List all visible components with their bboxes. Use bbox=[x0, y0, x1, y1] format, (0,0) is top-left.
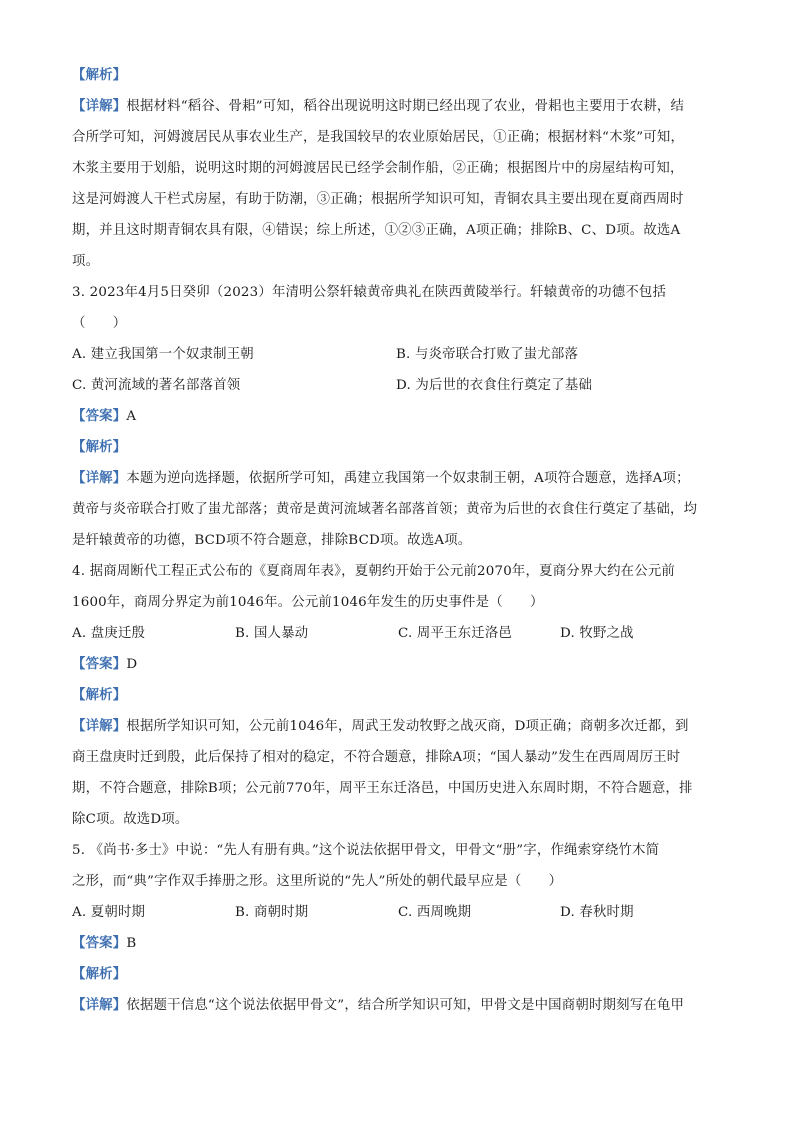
question-5-analysis bbox=[72, 959, 720, 990]
detail-line: 这是河姆渡人干栏式房屋，有助于防潮，③正确；根据所学知识可知，青铜农具主要出现在夏商西周时 bbox=[72, 192, 684, 207]
question-4-stem-cont: 1600年，商周分界定为前1046年。公元前1046年发生的历史事件是（ ） bbox=[72, 595, 544, 610]
answer-value: B bbox=[126, 936, 137, 951]
question-5-options bbox=[72, 897, 720, 928]
detail-line: 黄帝与炎帝联合打败了蚩尤部落；黄帝是黄河流域著名部落首领；黄帝为后世的衣食住行奠定了基础，均 bbox=[72, 502, 698, 517]
detail-tag: 【详解】 bbox=[72, 470, 127, 486]
question-4-analysis bbox=[72, 680, 720, 711]
detail-line: 商王盘庚时迁到殷，此后保持了相对的稳定，不符合题意，排除A项；“国人暴动”发生在西周周厉王时 bbox=[72, 750, 681, 765]
option-b: B. 与炎帝联合打败了蚩尤部落 bbox=[396, 347, 579, 362]
answer-tag: 【答案】 bbox=[72, 656, 127, 672]
question-4-answer bbox=[72, 649, 720, 680]
detail-line bbox=[72, 91, 720, 122]
detail-tag: 【详解】 bbox=[72, 997, 127, 1013]
answer-tag: 【答案】 bbox=[72, 408, 127, 424]
detail-text: 根据材料“稻谷、骨耜”可知，稻谷出现说明这时期已经出现了农业，骨耜也主要用于农耕，结 bbox=[126, 99, 685, 114]
detail-line: 是轩辕黄帝的功德，BCD项不符合题意，排除BCD项。故选A项。 bbox=[72, 533, 472, 548]
detail-line: 期，不符合题意，排除B项；公元前770年，周平王东迁洛邑，中国历史进入东周时期，不符合题意，排 bbox=[72, 781, 693, 796]
question-3-answer bbox=[72, 401, 720, 432]
question-3-options-row1 bbox=[72, 339, 720, 370]
question-5-stem-cont: 之形，而“典”字作双手捧册之形。这里所说的“先人”所处的朝代最早应是（ ） bbox=[72, 874, 563, 889]
question-3-options-row2 bbox=[72, 370, 720, 401]
option-a: A. 夏朝时期 bbox=[72, 905, 146, 920]
detail-line: 项。 bbox=[72, 254, 100, 269]
option-d: D. 为后世的衣食住行奠定了基础 bbox=[396, 378, 593, 393]
option-a: A. 盘庚迁殷 bbox=[72, 626, 146, 641]
detail-text: 根据所学知识可知，公元前1046年，周武王发动牧野之战灭商，D项正确；商朝多次迁都，到 bbox=[126, 719, 689, 734]
question-4-detail bbox=[72, 711, 720, 742]
option-d: D. 牧野之战 bbox=[560, 626, 634, 641]
option-b: B. 商朝时期 bbox=[235, 905, 309, 920]
detail-line: 合所学可知，河姆渡居民从事农业生产，是我国较早的农业原始居民，①正确；根据材料“木浆”可知， bbox=[72, 130, 685, 145]
detail-line: 除C项。故选D项。 bbox=[72, 812, 189, 827]
document-page bbox=[72, 60, 720, 1021]
option-a: A. 建立我国第一个奴隶制王朝 bbox=[72, 347, 254, 362]
question-4-stem: 4. 据商周断代工程正式公布的《夏商周年表》，夏朝约开始于公元前2070年，夏商分界大约在公元前 bbox=[72, 564, 676, 579]
analysis-tag: 【解析】 bbox=[72, 67, 127, 83]
analysis-tag: 【解析】 bbox=[72, 966, 127, 982]
option-c: C. 黄河流域的著名部落首领 bbox=[72, 378, 241, 393]
question-5-answer bbox=[72, 928, 720, 959]
detail-line: 期，并且这时期青铜农具有限，④错误；综上所述，①②③正确，A项正确；排除B、C、D项。故选A bbox=[72, 223, 681, 238]
analysis-tag: 【解析】 bbox=[72, 687, 127, 703]
option-d: D. 春秋时期 bbox=[560, 905, 634, 920]
option-c: C. 西周晚期 bbox=[398, 905, 472, 920]
question-3-analysis bbox=[72, 432, 720, 463]
detail-text: 本题为逆向选择题，依据所学可知，禹建立我国第一个奴隶制王朝，A项符合题意，选择A项； bbox=[126, 471, 690, 486]
answer-value: D bbox=[126, 657, 138, 672]
answer-value: A bbox=[126, 409, 137, 424]
question-5-stem: 5. 《尚书·多士》中说：“先人有册有典。”这个说法依据甲骨文，甲骨文“册”字，作绳索穿绕竹木简 bbox=[72, 843, 660, 858]
answer-tag: 【答案】 bbox=[72, 935, 127, 951]
analysis-heading bbox=[72, 60, 720, 91]
detail-tag: 【详解】 bbox=[72, 718, 127, 734]
option-b: B. 国人暴动 bbox=[235, 626, 309, 641]
detail-line: 木浆主要用于划船，说明这时期的河姆渡居民已经学会制作船，②正确；根据图片中的房屋结构可知， bbox=[72, 161, 684, 176]
question-5-detail bbox=[72, 990, 720, 1021]
analysis-tag: 【解析】 bbox=[72, 439, 127, 455]
question-3-detail bbox=[72, 463, 720, 494]
detail-tag: 【详解】 bbox=[72, 98, 127, 114]
option-c: C. 周平王东迁洛邑 bbox=[398, 626, 513, 641]
question-3-stem-cont: （ ） bbox=[72, 316, 127, 331]
detail-text: 依据题干信息“这个说法依据甲骨文”，结合所学知识可知，甲骨文是中国商朝时期刻写在龟甲 bbox=[126, 998, 685, 1013]
question-4-options bbox=[72, 618, 720, 649]
question-3-stem: 3. 2023年4月5日癸卯（2023）年清明公祭轩辕黄帝典礼在陕西黄陵举行。轩辕黄帝的功德不包括 bbox=[72, 285, 667, 300]
